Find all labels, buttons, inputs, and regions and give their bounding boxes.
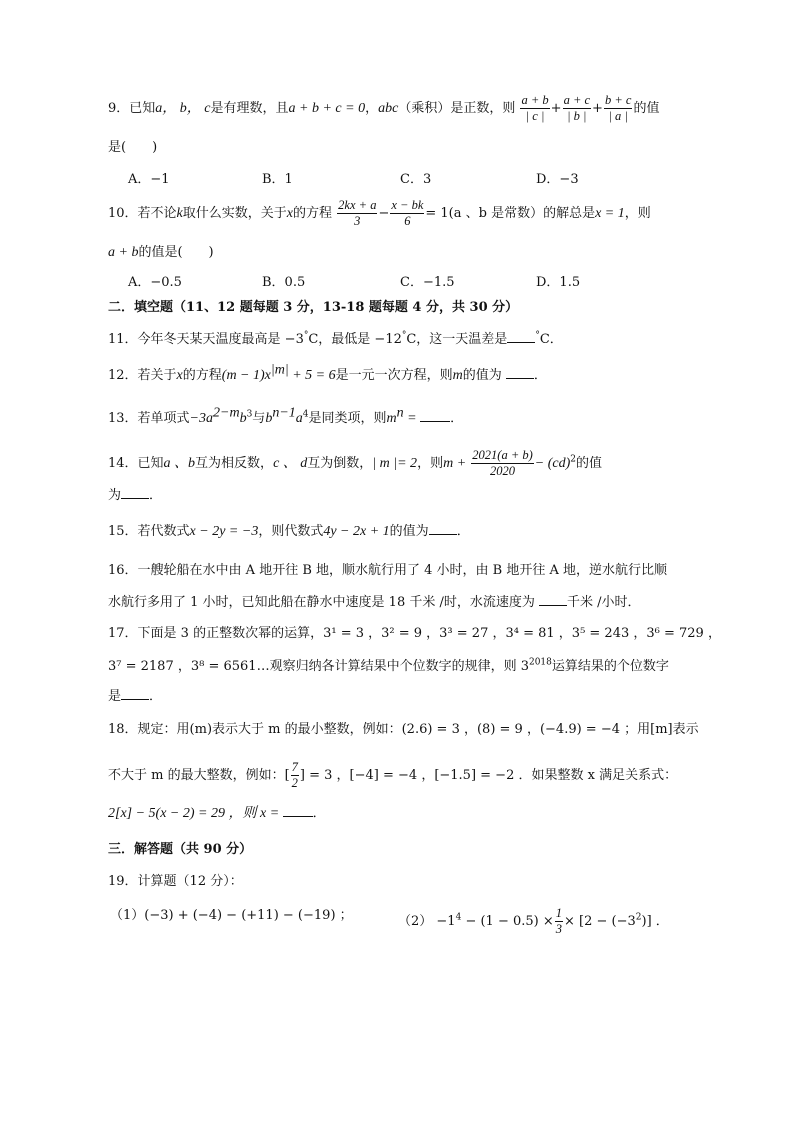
q10-f2-num: x − bk: [391, 198, 424, 212]
q10-line1: [108, 198, 651, 229]
q9-f3-den: | a |: [608, 109, 628, 123]
q11-text-b: C，最低是 −12: [308, 332, 402, 347]
q12-m: m: [452, 368, 463, 383]
q14-f-num: 2021(a + b): [472, 448, 533, 462]
q9-vars: a， b， c: [155, 101, 211, 116]
q18-line3: [108, 804, 326, 824]
q19-p2d: )] ．: [641, 914, 669, 929]
q9-line1: 9．已知a， b， c是有理数，且a + b + c = 0，abc（乘积）是正数，则 $\frac{a + b}{| c |}$ + $\frac{a + c}{| b |}$ + $\frac{b + c}{| a |}$ 的值: [108, 93, 660, 123]
q10-option-b[interactable]: B．0.5: [262, 275, 306, 290]
q13-end: ．: [450, 411, 464, 426]
q14-text-c: 互为倒数，: [307, 456, 373, 471]
q16-line1: 16．一艘轮船在水中由 A 地开往 B 地，顺水航行用了 4 小时，由 B 地开往 A 地，逆水航行比顺: [108, 563, 668, 578]
q14-line1: [108, 448, 602, 479]
q17-line1: 17．下面是 3 的正整数次幂的运算，3¹ = 3 ，3² = 9 ，3³ = 27 ，3⁴ = 81 ，3⁵ = 243 ，3⁶ = 729 ，: [108, 626, 721, 641]
q9-text-e: 的值: [633, 101, 660, 116]
section-3-title: 三．解答题（共 90 分）: [108, 842, 253, 857]
q9-f2-num: a + c: [563, 93, 591, 107]
q9-fraction-1: [520, 93, 549, 124]
q14-text-d: ，则: [417, 456, 444, 471]
q19-f-den: 3: [555, 922, 562, 936]
q13-eq: =: [403, 411, 421, 426]
q16-blank[interactable]: [539, 593, 567, 606]
q14-text-a: 14．已知: [108, 456, 164, 471]
q18-blank[interactable]: [283, 804, 313, 817]
q12-x: x: [176, 368, 183, 383]
q19-part1: （1）(−3) + (−4) − (+11) − (−19) ；: [110, 908, 353, 923]
q13: [108, 405, 464, 429]
q11-blank[interactable]: [507, 330, 535, 343]
q10-solution: x = 1: [595, 206, 625, 221]
q18-line3a: 2[x] − 5(x − 2) = 29 ，则 x =: [108, 806, 283, 821]
q19-title: 19．计算题（12 分）：: [108, 874, 243, 889]
q14-expr2: − (cd): [534, 456, 571, 471]
q9-text-b: 是有理数，且: [210, 101, 289, 116]
q13-text-c: 是同类项，则: [308, 411, 387, 426]
q12-text-d: 是一元一次方程，则: [335, 368, 453, 383]
q12-blank[interactable]: [506, 366, 534, 379]
q14-exp2: 2: [570, 454, 577, 465]
q17-line3-text: 是: [108, 689, 122, 704]
q9-option-c[interactable]: C．3: [400, 172, 432, 187]
q11-text-a: 11．今年冬天某天温度最高是 −3: [108, 332, 304, 347]
q15-end: ．: [456, 524, 470, 539]
q13-expr1b: b: [239, 411, 247, 426]
q18-line2: [108, 760, 677, 791]
q15-blank[interactable]: [429, 522, 457, 535]
q18-f-den: 2: [291, 776, 298, 790]
q11: [108, 330, 563, 350]
q17-exp: 2018: [528, 657, 552, 668]
q13-expr1: −3a: [189, 411, 213, 426]
q12-exp: |m|: [270, 362, 289, 378]
q9-f3-num: b + c: [604, 93, 632, 107]
q10-minus: −: [378, 206, 390, 221]
q10-line2: [108, 243, 214, 263]
q9-line2-text: 是( ): [108, 140, 158, 155]
q17-line2a: 3⁷ = 2187 ，3⁸ = 6561…观察归纳各计算结果中个位数字的规律，则 3: [108, 659, 529, 674]
q19-part2: [398, 906, 669, 937]
q19-p2b: − (1 − 0.5) ×: [461, 914, 554, 929]
q16-line2a: 水航行多用了 1 小时，已知此船在静水中速度是 18 千米 /时，水流速度为: [108, 595, 535, 610]
q17-line2: [108, 657, 669, 677]
q15-text-b: ，则代数式: [258, 524, 324, 539]
q13-exp2b: 4: [302, 409, 309, 420]
q12-expr: (m − 1)x: [221, 368, 271, 383]
q12-text-a: 12．若关于: [108, 368, 177, 383]
q10-k: k: [176, 206, 183, 221]
q9-option-a[interactable]: A．−1: [128, 172, 170, 187]
q13-expr3: m: [386, 411, 397, 426]
q14-line2-text: 为: [108, 488, 122, 503]
q13-exp3: n: [396, 405, 404, 421]
q15: [108, 522, 470, 542]
q10-text-b: 取什么实数，关于: [182, 206, 287, 221]
q13-expr2: b: [265, 411, 273, 426]
q18-end: ．: [312, 806, 326, 821]
q11-degree-3: °: [535, 330, 540, 341]
q17-line2b: 运算结果的个位数字: [551, 659, 669, 674]
q19-p2exp2: 2: [635, 912, 642, 923]
q15-expr1: x − 2y = −3: [189, 524, 259, 539]
q9-option-b[interactable]: B．1: [262, 172, 293, 187]
q17-blank[interactable]: [121, 687, 149, 700]
q19-p2exp: 4: [455, 912, 462, 923]
q19-p2a: （2） −1: [398, 914, 456, 929]
q12-expr-c: + 5 = 6: [288, 368, 336, 383]
q10-fraction-1: [337, 198, 377, 229]
q15-text-a: 15．若代数式: [108, 524, 190, 539]
q12-text-e: 的值为: [462, 368, 502, 383]
q13-expr2b: a: [295, 411, 303, 426]
q16-line2b: 千米 /小时．: [567, 595, 641, 610]
q9-f1-den: | c |: [525, 109, 545, 123]
q14-abs-m: | m |= 2: [372, 456, 418, 471]
q9-f2-den: | b |: [567, 109, 587, 123]
q9-abc: abc: [378, 101, 399, 116]
q15-text-c: 的值为: [389, 524, 429, 539]
q18-line2b: ] = 3 ，[−4] = −4 ，[−1.5] = −2 ．如果整数 x 满足关系式：: [299, 768, 678, 783]
q10-f2-den: 6: [404, 214, 411, 228]
q14-f-den: 2020: [490, 464, 516, 478]
q16-line2: [108, 593, 641, 613]
q18-line1: 18．规定：用(m)表示大于 m 的最小整数，例如：(2.6) = 3 ，(8) = 9 ，(−4.9) = −4 ；用[m]表示: [108, 722, 699, 737]
q9-text-d: （乘积）是正数，则: [398, 101, 516, 116]
q17-line3: [108, 687, 162, 707]
q9-text-c: ，: [365, 101, 379, 116]
q14-expr: m +: [443, 456, 467, 471]
q11-text-c: C，这一天温差是: [406, 332, 508, 347]
q14-text-b: 互为相反数，: [195, 456, 274, 471]
q18-line2a: 不大于 m 的最大整数，例如：[: [108, 768, 290, 783]
q10-option-a[interactable]: A．−0.5: [128, 275, 182, 290]
q13-text-b: 与: [252, 411, 266, 426]
q10-f1-num: 2kx + a: [338, 198, 377, 212]
q18-fraction: [291, 760, 299, 791]
q12: [108, 362, 547, 386]
q19-fraction: [555, 906, 563, 937]
q9-option-d[interactable]: D．−3: [536, 172, 579, 187]
section-2-title: 二．填空题（11、12 题每题 3 分，13-18 题每题 4 分，共 30 分）: [108, 300, 519, 315]
q19-p2c: × [2 − (−3: [564, 914, 636, 929]
q14-cd: c 、 d: [273, 456, 308, 471]
q9-line2: [108, 138, 157, 158]
q10-x: x: [286, 206, 293, 221]
q10-option-c[interactable]: C．−1.5: [400, 275, 455, 290]
q18-f-num: 7: [291, 760, 298, 774]
q14-line2: [108, 486, 162, 506]
q9-condition: a + b + c = 0: [288, 101, 366, 116]
q10-line2-expr: a + b: [108, 245, 139, 260]
q13-blank[interactable]: [420, 409, 450, 422]
q12-text-b: 的方程: [182, 368, 222, 383]
q10-f1-den: 3: [354, 214, 361, 228]
q10-line2-text: 的值是( ): [138, 245, 214, 260]
q14-ab: a 、b: [163, 456, 196, 471]
q12-end: ．: [533, 368, 547, 383]
q13-exp2: n−1: [272, 405, 296, 421]
q11-degree-2: °: [401, 330, 407, 341]
q14-fraction: [471, 448, 534, 479]
q14-end: ．: [149, 488, 163, 503]
q13-exp1: 2−m: [213, 405, 240, 421]
q10-text-d: = 1(a 、b 是常数）的解总是: [425, 206, 596, 221]
q17-end: ．: [149, 689, 163, 704]
q9-fraction-2: [563, 93, 591, 124]
q14-blank[interactable]: [121, 486, 149, 499]
q10-label: 10．若不论: [108, 206, 177, 221]
q14-text-e: 的值: [576, 456, 603, 471]
q11-text-d: C．: [539, 332, 563, 347]
q10-fraction-2: [390, 198, 424, 229]
q10-text-e: ，则: [624, 206, 651, 221]
q13-exp1b: 3: [246, 409, 253, 420]
q9-fraction-3: [604, 93, 632, 124]
q19-f-num: 1: [555, 906, 562, 920]
q9-label: 9．已知: [108, 101, 156, 116]
q11-degree-1: °: [303, 330, 309, 341]
q15-expr2: 4y − 2x + 1: [323, 524, 390, 539]
q13-text-a: 13．若单项式: [108, 411, 190, 426]
q9-f1-num: a + b: [521, 93, 549, 107]
q10-text-c: 的方程: [293, 206, 333, 221]
q10-option-d[interactable]: D．1.5: [536, 275, 581, 290]
